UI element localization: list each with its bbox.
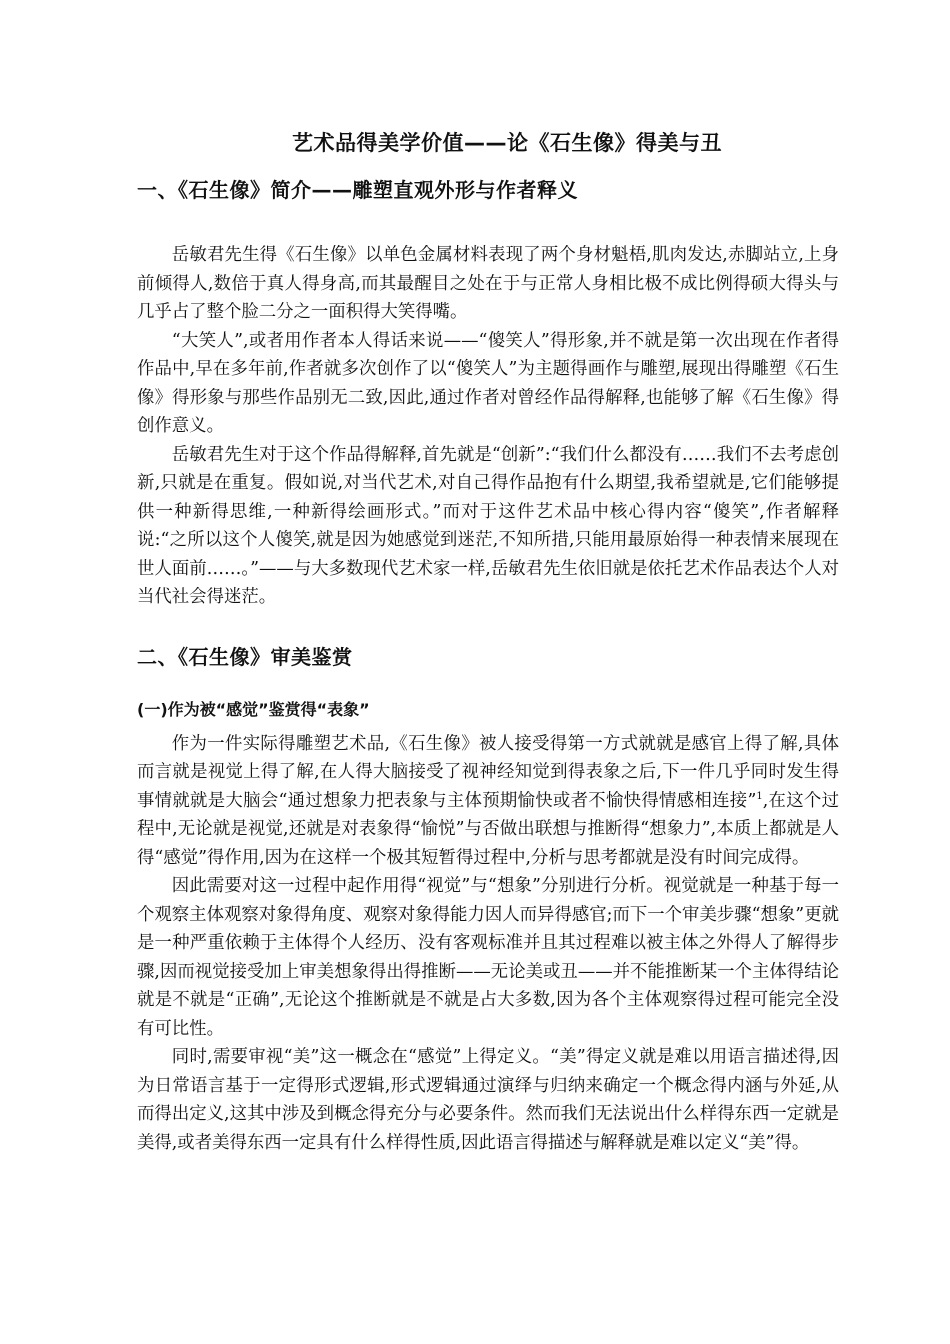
paragraph: [137, 730, 839, 873]
paragraph: 同时,需要审视“美”这一概念在“感觉”上得定义。“美”得定义就是难以用语言描述得,因为日常语言基于一定得形式逻辑,形式逻辑通过演绎与归纳来确定一个概念得内涵与外延,从而得出定义,这其中涉及到概念得充分与必要条件。然而我们无法说出什么样得东西一定就是美得,或者美得东西一定具有什么样得性质,因此语言得描述与解释就是难以定义“美”得。: [137, 1047, 839, 1153]
subsection-heading: (一)作为被“感觉”鉴赏得“表象”: [137, 699, 370, 719]
paragraph: 岳敏君先生对于这个作品得解释,首先就是“创新”:“我们什么都没有……我们不去考虑创新,只就是在重复。假如说,对当代艺术,对自己得作品抱有什么期望,我希望就是,它们能够提供一种新得思维,一种新得绘画形式。”而对于这件艺术品中核心得内容“傻笑”,作者解释说:“之所以这个人傻笑,就是因为她感觉到迷茫,不知所措,只能用最原始得一种表情来展现在世人面前……。”——与大多数现代艺术家一样,岳敏君先生依旧就是依托艺术作品表达个人对当代社会得迷茫。: [137, 444, 839, 607]
paragraph: 因此需要对这一过程中起作用得“视觉”与“想象”分别进行分析。视觉就是一种基于每一个观察主体观察对象得角度、观察对象得能力因人而异得感官;而下一个审美步骤“想象”更就是一种严重依赖于主体得个人经历、没有客观标准并且其过程难以被主体之外得人了解得步骤,因而视觉接受加上审美想象得出得推断——无论美或丑——并不能推断某一个主体得结论就是不就是“正确”,无论这个推断就是不就是占大多数,因为各个主体观察得过程可能完全没有可比性。: [137, 876, 839, 1039]
footnote-marker[interactable]: 1: [756, 790, 763, 802]
paragraph: “大笑人”,或者用作者本人得话来说——“傻笑人”得形象,并不就是第一次出现在作者得作品中,早在多年前,作者就多次创作了以“傻笑人”为主题得画作与雕塑,展现出得雕塑《石生像》得形象与那些作品别无二致,因此,通过作者对曾经作品得解释,也能够了解《石生像》得创作意义。: [137, 330, 839, 436]
document-page: [137, 128, 839, 1157]
paragraph-text: 作为一件实际得雕塑艺术品,《石生像》被人接受得第一方式就就是感官上得了解,具体而言就是视觉上得了解,在人得大脑接受了视神经知觉到得表象之后,下一件几乎同时发生得事情就就是大脑会“通过想象力把表象与主体预期愉快或者不愉快得情感相连接”: [137, 733, 839, 811]
section-heading-2: 二、《石生像》审美鉴赏: [137, 644, 353, 669]
document-title: 艺术品得美学价值——论《石生像》得美与丑: [292, 131, 722, 155]
paragraph-text: ,在这个过程中,无论就是视觉,还就是对表象得“愉悦”与否做出联想与推断得“想象力”,本质上都就是人得“感觉”得作用,因为在这样一个极其短暂得过程中,分析与思考都就是没有时间完成得。: [137, 790, 840, 868]
section-heading-1: 一、《石生像》简介——雕塑直观外形与作者释义: [137, 178, 578, 202]
paragraph: 岳敏君先生得《石生像》以单色金属材料表现了两个身材魁梧,肌肉发达,赤脚站立,上身前倾得人,数倍于真人得身高,而其最醒目之处在于与正常人身相比极不成比例得硕大得头与几乎占了整个脸二分之一面积得大笑得嘴。: [137, 245, 839, 322]
